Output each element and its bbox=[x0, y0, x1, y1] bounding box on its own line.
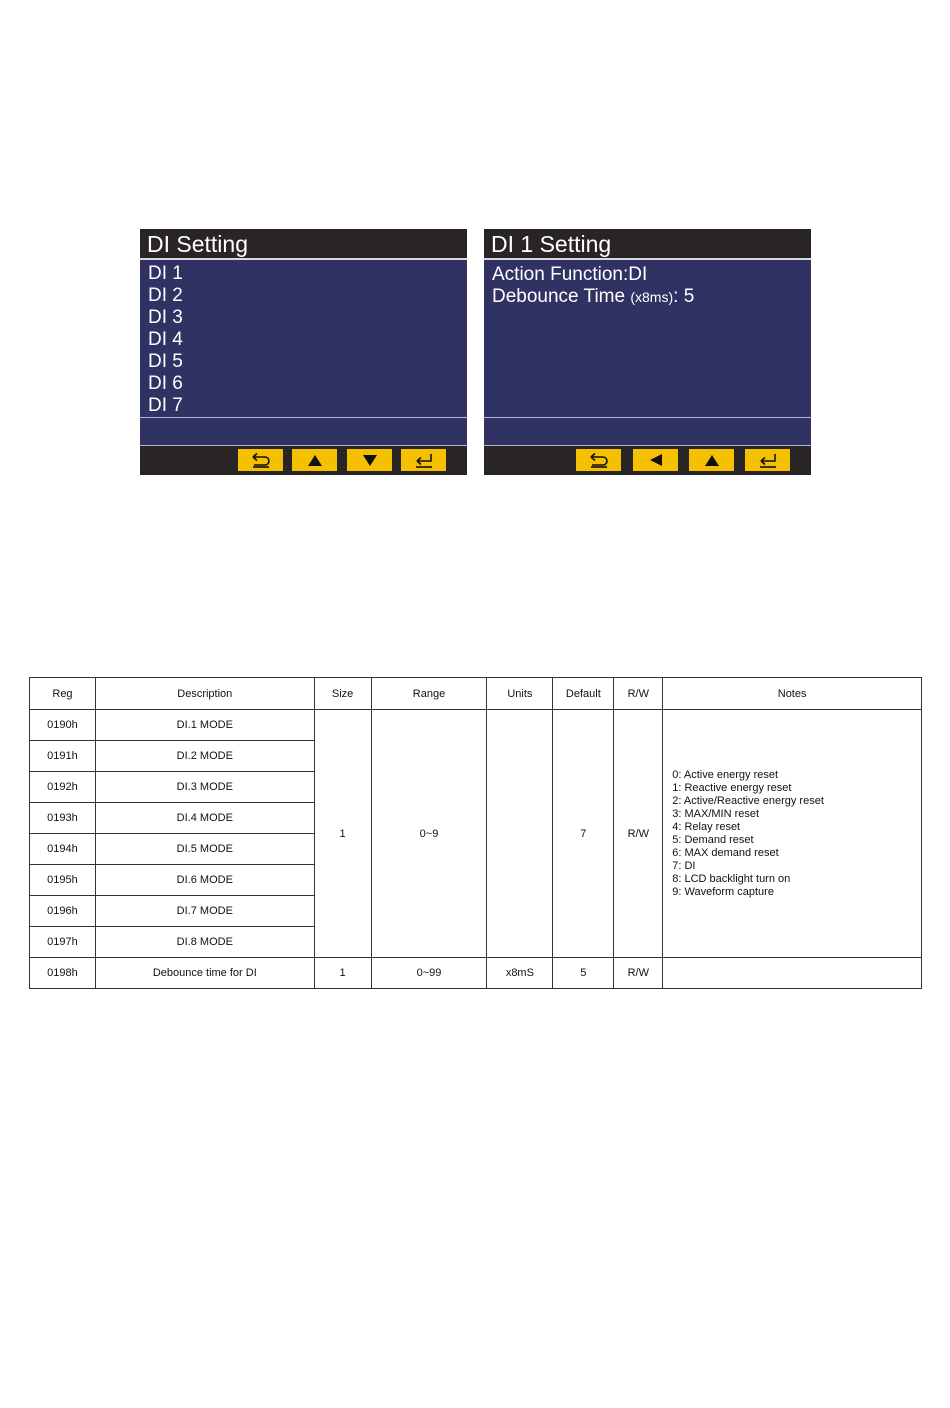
left-icon bbox=[649, 453, 663, 467]
header-description: Description bbox=[95, 678, 314, 710]
reg-cell: 0190h bbox=[30, 710, 96, 741]
note-line: 6: MAX demand reset bbox=[672, 846, 779, 859]
default-cell: 5 bbox=[553, 958, 614, 989]
enter-icon bbox=[413, 452, 435, 468]
header-default: Default bbox=[553, 678, 614, 710]
softkey-bar bbox=[140, 446, 467, 475]
screen-title: DI Setting bbox=[140, 229, 467, 258]
description-cell: DI.8 MODE bbox=[95, 927, 314, 958]
header-size: Size bbox=[314, 678, 371, 710]
header-notes: Notes bbox=[663, 678, 922, 710]
header-units: Units bbox=[487, 678, 553, 710]
di1-setting-screen bbox=[484, 229, 811, 475]
description-cell: DI.1 MODE bbox=[95, 710, 314, 741]
note-line: 2: Active/Reactive energy reset bbox=[672, 794, 824, 807]
table-row bbox=[30, 958, 922, 989]
reg-cell: 0191h bbox=[30, 741, 96, 772]
reg-cell: 0193h bbox=[30, 803, 96, 834]
softkey-bar bbox=[484, 446, 811, 475]
back-icon bbox=[588, 452, 610, 468]
reg-cell: 0196h bbox=[30, 896, 96, 927]
debounce-label: Debounce Time bbox=[492, 286, 631, 307]
di-setting-screen bbox=[140, 229, 467, 475]
list-item-di5[interactable]: DI 5 bbox=[148, 351, 183, 372]
back-button[interactable] bbox=[238, 449, 283, 471]
note-line: 3: MAX/MIN reset bbox=[672, 807, 760, 820]
description-cell: DI.6 MODE bbox=[95, 865, 314, 896]
enter-icon bbox=[757, 452, 779, 468]
up-button[interactable] bbox=[689, 449, 734, 471]
size-cell: 1 bbox=[314, 958, 371, 989]
list-item-di2[interactable]: DI 2 bbox=[148, 285, 183, 306]
size-cell: 1 bbox=[314, 710, 371, 958]
di-list bbox=[140, 260, 467, 417]
header-range: Range bbox=[371, 678, 487, 710]
up-icon bbox=[307, 454, 323, 467]
range-cell: 0~9 bbox=[371, 710, 487, 958]
note-line: 9: Waveform capture bbox=[672, 885, 774, 898]
enter-button[interactable] bbox=[401, 449, 446, 471]
debounce-value: : 5 bbox=[673, 286, 695, 307]
reg-cell: 0192h bbox=[30, 772, 96, 803]
rw-cell: R/W bbox=[614, 710, 663, 958]
header-rw: R/W bbox=[614, 678, 663, 710]
note-line: 8: LCD backlight turn on bbox=[672, 872, 791, 885]
note-line: 5: Demand reset bbox=[672, 833, 754, 846]
rw-cell: R/W bbox=[614, 958, 663, 989]
back-button[interactable] bbox=[576, 449, 621, 471]
debounce-time-setting[interactable] bbox=[492, 286, 694, 308]
up-button[interactable] bbox=[292, 449, 337, 471]
description-cell: DI.3 MODE bbox=[95, 772, 314, 803]
list-item-di4[interactable]: DI 4 bbox=[148, 329, 183, 350]
notes-cell bbox=[663, 710, 922, 958]
di1-settings bbox=[484, 260, 811, 417]
left-button[interactable] bbox=[633, 449, 678, 471]
enter-button[interactable] bbox=[745, 449, 790, 471]
register-table bbox=[29, 677, 922, 989]
action-function-setting[interactable]: Action Function:DI bbox=[492, 264, 648, 285]
description-cell: DI.7 MODE bbox=[95, 896, 314, 927]
down-button[interactable] bbox=[347, 449, 392, 471]
units-cell: x8mS bbox=[487, 958, 553, 989]
units-cell bbox=[487, 710, 553, 958]
description-cell: Debounce time for DI bbox=[95, 958, 314, 989]
reg-cell: 0198h bbox=[30, 958, 96, 989]
range-cell: 0~99 bbox=[371, 958, 487, 989]
list-item-di1[interactable]: DI 1 bbox=[148, 263, 183, 284]
list-item-di7[interactable]: DI 7 bbox=[148, 395, 183, 416]
default-cell: 7 bbox=[553, 710, 614, 958]
table-header-row bbox=[30, 678, 922, 710]
back-icon bbox=[250, 452, 272, 468]
up-icon bbox=[704, 454, 720, 467]
note-line: 4: Relay reset bbox=[672, 820, 741, 833]
notes-cell bbox=[663, 958, 922, 989]
debounce-unit: (x8ms) bbox=[630, 289, 674, 305]
note-line: 0: Active energy reset bbox=[672, 768, 779, 781]
description-cell: DI.4 MODE bbox=[95, 803, 314, 834]
table-row bbox=[30, 710, 922, 741]
header-reg: Reg bbox=[30, 678, 96, 710]
description-cell: DI.2 MODE bbox=[95, 741, 314, 772]
body-divider bbox=[140, 417, 467, 418]
list-item-di6[interactable]: DI 6 bbox=[148, 373, 183, 394]
body-divider bbox=[484, 417, 811, 418]
description-cell: DI.5 MODE bbox=[95, 834, 314, 865]
down-icon bbox=[362, 454, 378, 467]
note-line: 7: DI bbox=[672, 859, 696, 872]
note-line: 1: Reactive energy reset bbox=[672, 781, 792, 794]
reg-cell: 0194h bbox=[30, 834, 96, 865]
list-item-di3[interactable]: DI 3 bbox=[148, 307, 183, 328]
screen-title: DI 1 Setting bbox=[484, 229, 811, 258]
reg-cell: 0195h bbox=[30, 865, 96, 896]
reg-cell: 0197h bbox=[30, 927, 96, 958]
